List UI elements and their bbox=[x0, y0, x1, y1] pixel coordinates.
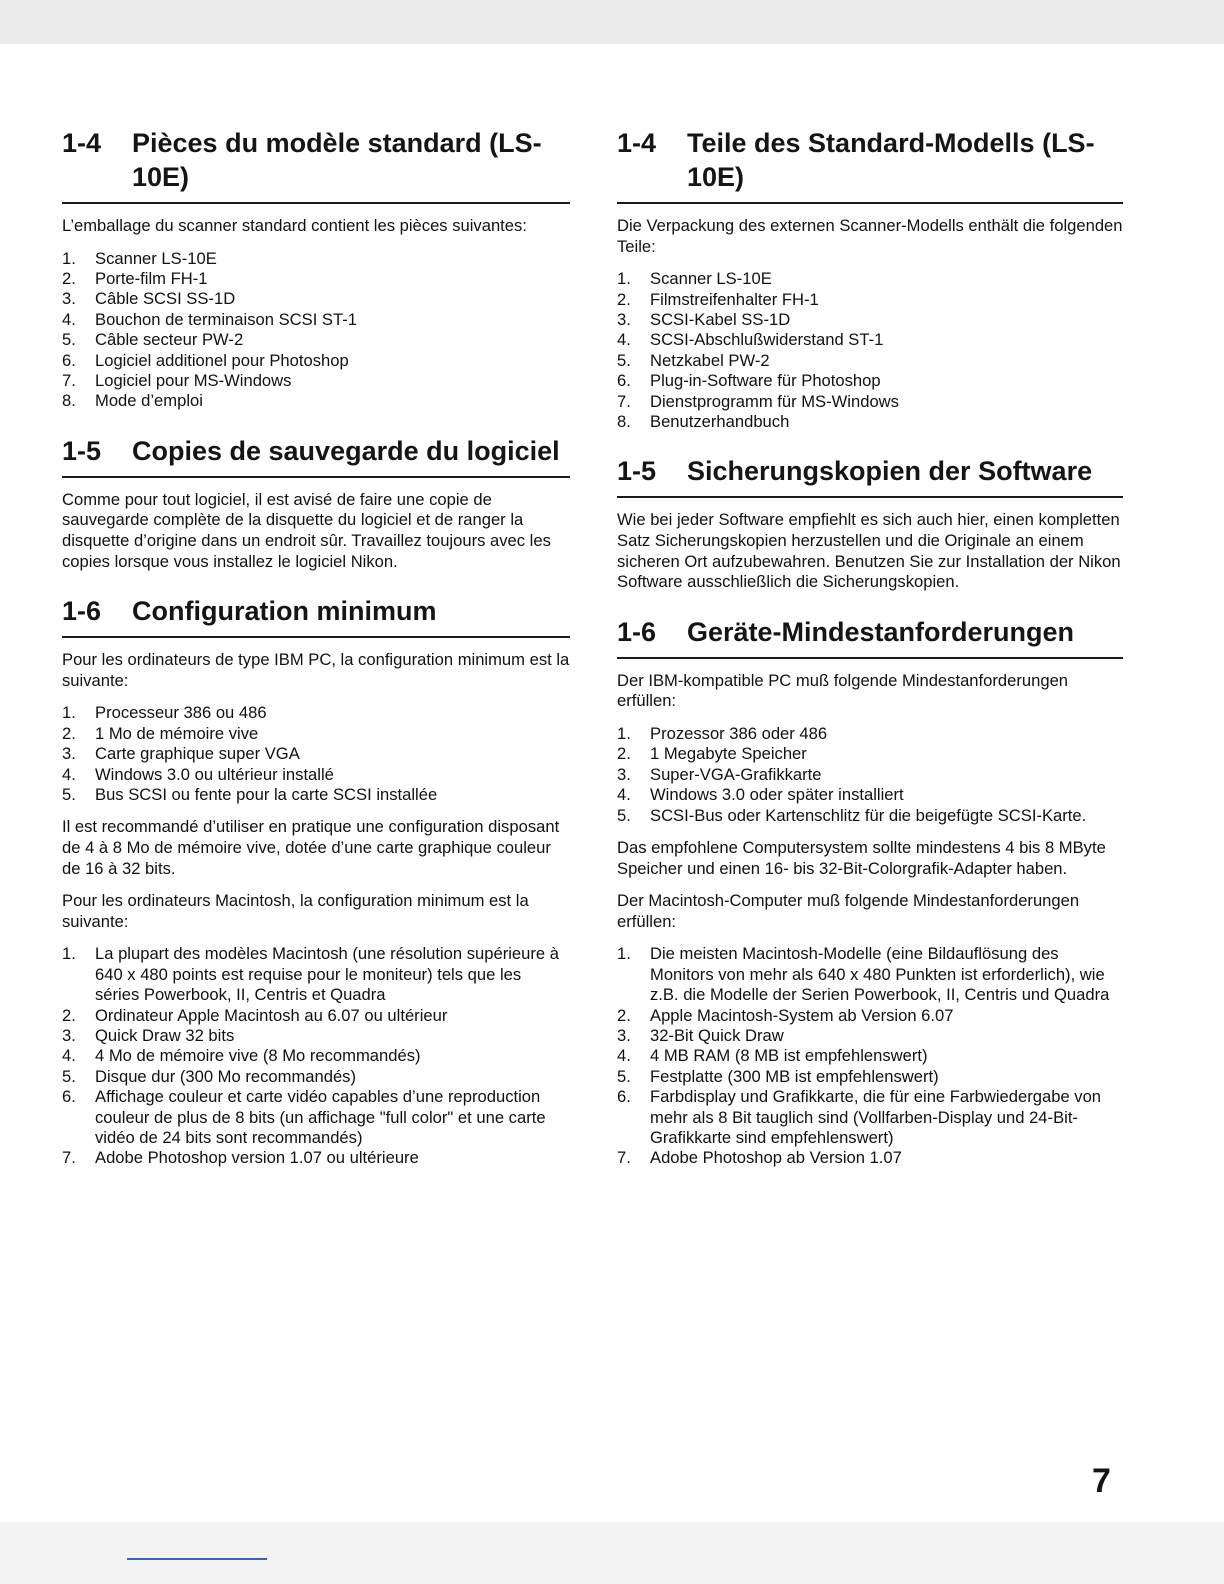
item-number: 2. bbox=[62, 269, 76, 288]
list-item bbox=[617, 806, 1123, 826]
section-title: Sicherungskopien der Software bbox=[687, 456, 1093, 487]
item-text: Apple Macintosh-System ab Version 6.07 bbox=[650, 1005, 954, 1025]
list-item bbox=[62, 1067, 570, 1087]
item-number: 5. bbox=[617, 1066, 631, 1086]
item-number: 2. bbox=[617, 1005, 631, 1025]
list-item bbox=[617, 724, 1123, 744]
list-item bbox=[62, 310, 570, 330]
item-number: 7. bbox=[62, 1148, 76, 1168]
item-text: Filmstreifenhalter FH-1 bbox=[650, 289, 819, 309]
item-text: Die meisten Macintosh-Modelle (eine Bildauflösung des Monitors von mehr als 640 x 480 Punkten ist erforderlich), wie z.B. die Modelle der Serien Powerbook, II, Centris und Quadra bbox=[650, 944, 1110, 1005]
item-text: SCSI-Bus oder Kartenschlitz für die beigefügte SCSI-Karte. bbox=[650, 805, 1087, 825]
section-number: 1-6 bbox=[62, 596, 102, 627]
item-text: Windows 3.0 oder später installiert bbox=[650, 785, 904, 805]
list-item bbox=[617, 1046, 1123, 1066]
item-number: 2. bbox=[617, 289, 631, 309]
item-number: 3. bbox=[62, 1026, 76, 1046]
list-item bbox=[617, 1006, 1123, 1026]
item-text: Scanner LS-10E bbox=[650, 269, 772, 289]
item-number: 4. bbox=[617, 1046, 631, 1066]
item-number: 6. bbox=[62, 1087, 76, 1107]
section-title: Configuration minimum bbox=[132, 596, 437, 627]
item-text: Bouchon de terminaison SCSI ST-1 bbox=[95, 309, 357, 329]
scan-edge-line bbox=[127, 1558, 267, 1560]
item-number: 4. bbox=[62, 309, 76, 329]
item-text: 1 Mo de mémoire vive bbox=[95, 723, 259, 743]
pc-requirements-list bbox=[617, 724, 1123, 826]
item-number: 2. bbox=[62, 723, 76, 743]
list-item bbox=[62, 371, 570, 391]
list-item bbox=[617, 290, 1123, 310]
item-text: Adobe Photoshop ab Version 1.07 bbox=[650, 1148, 902, 1168]
page-number: 7 bbox=[1092, 1462, 1111, 1500]
list-item bbox=[617, 765, 1123, 785]
item-number: 7. bbox=[62, 371, 76, 391]
item-text: SCSI-Abschlußwiderstand ST-1 bbox=[650, 330, 884, 350]
item-text: 4 MB RAM (8 MB ist empfehlenswert) bbox=[650, 1046, 928, 1066]
pc-intro-paragraph: Pour les ordinateurs de type IBM PC, la configuration minimum est la suivante: bbox=[62, 650, 570, 690]
item-number: 1. bbox=[62, 944, 76, 964]
item-number: 5. bbox=[62, 1066, 76, 1086]
item-text: Ordinateur Apple Macintosh au 6.07 ou ultérieur bbox=[95, 1005, 448, 1025]
list-item bbox=[62, 1026, 570, 1046]
list-item bbox=[617, 351, 1123, 371]
list-item bbox=[617, 412, 1123, 432]
item-text: Processeur 386 ou 486 bbox=[95, 703, 267, 723]
item-text: Scanner LS-10E bbox=[95, 248, 217, 268]
section-1-4-de bbox=[617, 126, 1123, 432]
item-text: Festplatte (300 MB ist empfehlenswert) bbox=[650, 1066, 939, 1086]
list-item bbox=[617, 371, 1123, 391]
section-1-6-de bbox=[617, 615, 1123, 1169]
list-item bbox=[62, 269, 570, 289]
section-heading bbox=[62, 434, 570, 478]
item-text: Affichage couleur et carte vidéo capables d’une reproduction couleur de plus de 8 bits (un affichage "full color" et une carte vidéo de 24 bits sont recommandés) bbox=[95, 1087, 546, 1148]
scan-bottom-margin bbox=[0, 1522, 1224, 1584]
item-text: 1 Megabyte Speicher bbox=[650, 744, 807, 764]
list-item bbox=[617, 330, 1123, 350]
mac-intro-paragraph: Pour les ordinateurs Macintosh, la configuration minimum est la suivante: bbox=[62, 891, 529, 931]
item-number: 1. bbox=[617, 724, 631, 743]
section-number: 1-5 bbox=[617, 456, 657, 487]
item-text: Carte graphique super VGA bbox=[95, 744, 300, 764]
body-paragraph: Comme pour tout logiciel, il est avisé de faire une copie de sauvegarde complète de la disquette du logiciel et de ranger la disquette d’origine dans un endroit sûr. Travaillez toujours avec les copies lorsque vous installez le logiciel Nikon. bbox=[62, 489, 551, 571]
list-item bbox=[62, 724, 570, 744]
list-item bbox=[62, 391, 570, 411]
item-number: 5. bbox=[62, 785, 76, 805]
item-text: Netzkabel PW-2 bbox=[650, 350, 770, 370]
item-number: 3. bbox=[617, 764, 631, 784]
section-heading bbox=[617, 454, 1123, 498]
list-item bbox=[62, 351, 570, 371]
item-number: 5. bbox=[62, 330, 76, 350]
item-text: La plupart des modèles Macintosh (une résolution supérieure à 640 x 480 points est requise pour le moniteur) tels que les séries Powerbook, II, Centris et Quadra bbox=[95, 944, 559, 1005]
item-number: 4. bbox=[62, 764, 76, 784]
item-text: Dienstprogramm für MS-Windows bbox=[650, 391, 899, 411]
item-text: Prozessor 386 oder 486 bbox=[650, 724, 828, 743]
list-item bbox=[617, 310, 1123, 330]
item-text: Logiciel additionel pour Photoshop bbox=[95, 350, 349, 370]
item-text: Adobe Photoshop version 1.07 ou ultérieure bbox=[95, 1148, 419, 1168]
item-text: Mode d’emploi bbox=[95, 391, 203, 411]
list-item bbox=[62, 765, 570, 785]
list-item bbox=[62, 1046, 570, 1066]
section-heading bbox=[617, 615, 1123, 659]
list-item bbox=[617, 944, 1123, 1005]
item-number: 7. bbox=[617, 391, 631, 411]
item-text: Câble secteur PW-2 bbox=[95, 330, 244, 350]
list-item bbox=[62, 944, 570, 1005]
item-number: 3. bbox=[62, 289, 76, 309]
item-text: Porte-film FH-1 bbox=[95, 269, 208, 288]
item-text: 32-Bit Quick Draw bbox=[650, 1026, 784, 1046]
list-item bbox=[62, 330, 570, 350]
item-text: Logiciel pour MS-Windows bbox=[95, 371, 292, 391]
section-number: 1-4 bbox=[617, 128, 657, 158]
section-title: Copies de sauvegarde du logiciel bbox=[132, 435, 560, 466]
item-text: Farbdisplay und Grafikkarte, die für eine Farbwiedergabe von mehr als 8 Bit tauglich sind (Vollfarben-Display und 24-Bit-Grafikkarte sind empfehlenswert) bbox=[650, 1087, 1102, 1148]
list-item bbox=[62, 289, 570, 309]
section-heading bbox=[62, 126, 570, 204]
list-item bbox=[62, 1087, 570, 1148]
list-item bbox=[62, 1148, 570, 1168]
section-1-5-fr bbox=[62, 434, 570, 572]
item-text: SCSI-Kabel SS-1D bbox=[650, 310, 791, 329]
list-item bbox=[617, 1148, 1123, 1168]
section-title: Geräte-Mindestanforderungen bbox=[687, 616, 1075, 647]
item-text: Super-VGA-Grafikkarte bbox=[650, 764, 822, 784]
french-column bbox=[62, 126, 570, 1169]
list-item bbox=[62, 744, 570, 764]
german-column bbox=[617, 126, 1123, 1169]
recommendation-paragraph: Das empfohlene Computersystem sollte mindestens 4 bis 8 MByte Speicher und einen 16- bis 32-Bit-Colorgrafik-Adapter haben. bbox=[617, 838, 1106, 878]
intro-paragraph: Die Verpackung des externen Scanner-Modells enthält die folgenden Teile: bbox=[617, 216, 1123, 256]
list-item bbox=[617, 744, 1123, 764]
scan-top-margin bbox=[0, 0, 1224, 44]
item-number: 3. bbox=[62, 744, 76, 764]
parts-list bbox=[62, 249, 570, 412]
item-text: Windows 3.0 ou ultérieur installé bbox=[95, 764, 334, 784]
item-number: 6. bbox=[617, 371, 631, 391]
item-number: 2. bbox=[62, 1005, 76, 1025]
item-number: 4. bbox=[62, 1046, 76, 1066]
section-1-5-de bbox=[617, 454, 1123, 592]
item-number: 8. bbox=[617, 412, 631, 432]
item-text: 4 Mo de mémoire vive (8 Mo recommandés) bbox=[95, 1046, 421, 1066]
list-item bbox=[617, 785, 1123, 805]
item-number: 1. bbox=[617, 944, 631, 964]
list-item bbox=[617, 392, 1123, 412]
section-number: 1-5 bbox=[62, 435, 102, 466]
section-heading bbox=[62, 594, 570, 638]
recommendation-paragraph: Il est recommandé d’utiliser en pratique une configuration disposant de 4 à 8 Mo de mémoire vive, dotée d’une carte graphique couleur de 16 à 32 bits. bbox=[62, 817, 560, 878]
item-text: Bus SCSI ou fente pour la carte SCSI installée bbox=[95, 785, 438, 805]
item-text: Disque dur (300 Mo recommandés) bbox=[95, 1066, 357, 1086]
item-number: 3. bbox=[617, 1026, 631, 1046]
section-1-6-fr bbox=[62, 594, 570, 1169]
list-item bbox=[62, 1006, 570, 1026]
item-text: Câble SCSI SS-1D bbox=[95, 289, 236, 309]
list-item bbox=[617, 1067, 1123, 1087]
list-item bbox=[617, 1026, 1123, 1046]
section-number: 1-4 bbox=[62, 128, 102, 158]
item-number: 5. bbox=[617, 350, 631, 370]
item-number: 4. bbox=[617, 785, 631, 805]
item-text: Quick Draw 32 bits bbox=[95, 1026, 235, 1046]
pc-requirements-list bbox=[62, 703, 570, 805]
item-number: 2. bbox=[617, 744, 631, 764]
item-number: 1. bbox=[617, 269, 631, 289]
list-item bbox=[62, 785, 570, 805]
mac-requirements-list bbox=[617, 944, 1123, 1168]
mac-intro-paragraph: Der Macintosh-Computer muß folgende Mindestanforderungen erfüllen: bbox=[617, 891, 1080, 931]
item-number: 3. bbox=[617, 310, 631, 329]
item-number: 6. bbox=[617, 1087, 631, 1107]
list-item bbox=[617, 269, 1123, 289]
pc-intro-paragraph: Der IBM-kompatible PC muß folgende Mindestanforderungen erfüllen: bbox=[617, 670, 1069, 711]
list-item bbox=[617, 1087, 1123, 1148]
section-1-4-fr bbox=[62, 126, 570, 412]
item-number: 4. bbox=[617, 330, 631, 350]
section-heading bbox=[617, 126, 1123, 204]
body-paragraph: Wie bei jeder Software empfiehlt es sich auch hier, einen kompletten Satz Sicherungskopien herzustellen und die Originale an einem sicheren Ort aufzubewahren. Benutzen Sie zur Installation der Nikon Software ausschließlich die Sicherungskopien. bbox=[617, 510, 1121, 592]
item-text: Benutzerhandbuch bbox=[650, 412, 790, 432]
item-number: 1. bbox=[62, 703, 76, 723]
item-text: Plug-in-Software für Photoshop bbox=[650, 371, 881, 391]
list-item bbox=[62, 703, 570, 723]
list-item bbox=[62, 249, 570, 269]
item-number: 8. bbox=[62, 391, 76, 411]
mac-requirements-list bbox=[62, 944, 570, 1168]
item-number: 1. bbox=[62, 248, 76, 268]
section-title: Teile des Standard-Modells (LS-10E) bbox=[687, 128, 1095, 192]
parts-list bbox=[617, 269, 1123, 432]
section-title: Pièces du modèle standard (LS-10E) bbox=[132, 128, 542, 192]
intro-paragraph: L’emballage du scanner standard contient les pièces suivantes: bbox=[62, 216, 527, 235]
item-number: 5. bbox=[617, 805, 631, 825]
section-number: 1-6 bbox=[617, 616, 657, 647]
item-number: 6. bbox=[62, 350, 76, 370]
item-number: 7. bbox=[617, 1148, 631, 1168]
